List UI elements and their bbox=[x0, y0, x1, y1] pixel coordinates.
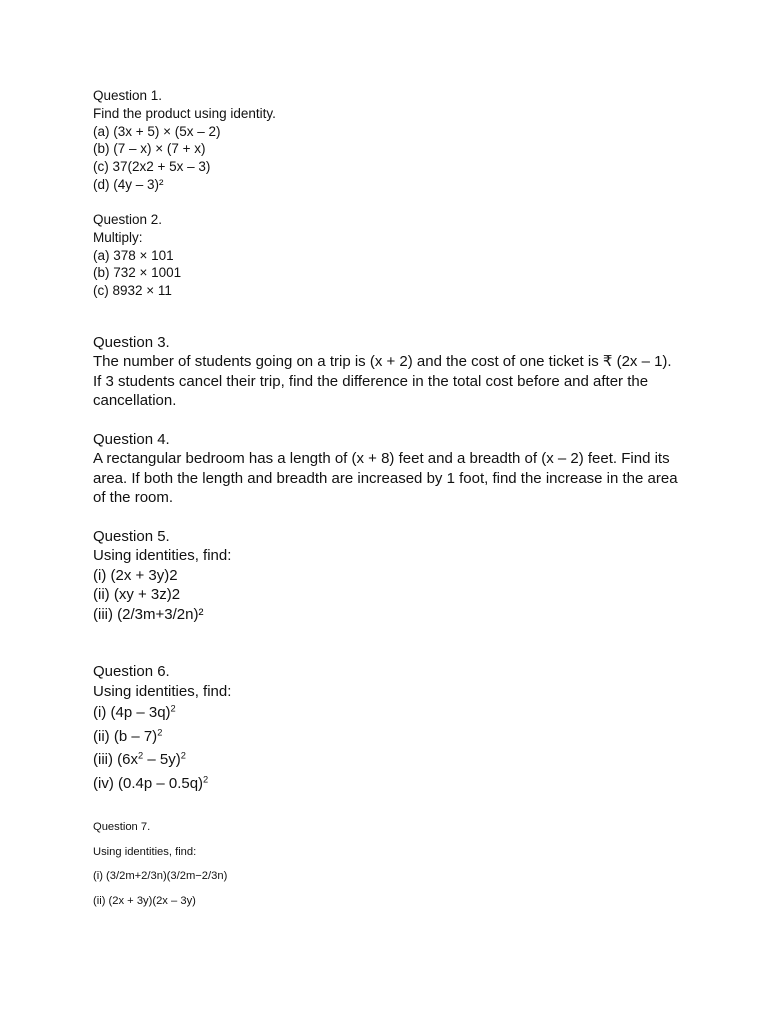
question-7-title: Question 7. bbox=[93, 821, 151, 833]
question-1-item-c: (c) 37(2x2 + 5x – 3) bbox=[93, 159, 211, 175]
question-5-instruction: Using identities, find: bbox=[93, 547, 232, 565]
question-2-item-c: (c) 8932 × 11 bbox=[93, 283, 172, 299]
question-6-instruction: Using identities, find: bbox=[93, 682, 232, 700]
question-6 bbox=[93, 662, 683, 795]
question-6-item-iii-prefix: (iii) (6x bbox=[93, 751, 138, 769]
question-6-item-iv-exponent: 2 bbox=[203, 774, 209, 785]
question-7-item-i: (i) (3/2m+2/3n)(3/2m−2/3n) bbox=[93, 870, 228, 883]
question-6-item-ii-base: (ii) (b – 7) bbox=[93, 727, 158, 745]
question-4 bbox=[93, 430, 683, 508]
question-6-item-i-exponent: 2 bbox=[170, 703, 176, 714]
question-2 bbox=[93, 211, 683, 300]
question-6-item-i-base: (i) (4p – 3q) bbox=[93, 704, 171, 721]
question-6-item-ii bbox=[93, 725, 683, 749]
question-6-item-iii-exponent: 2 bbox=[180, 750, 186, 761]
question-1-title: Question 1. bbox=[93, 88, 163, 103]
question-5-item-i: (i) (2x + 3y)2 bbox=[93, 566, 178, 584]
question-6-item-iii-middle: – 5y) bbox=[143, 751, 181, 769]
question-1-item-d: (d) (4y – 3)² bbox=[93, 176, 164, 192]
question-7-instruction: Using identities, find: bbox=[93, 845, 197, 858]
question-6-item-ii-exponent: 2 bbox=[157, 727, 163, 738]
question-5-item-ii: (ii) (xy + 3z)2 bbox=[93, 586, 181, 604]
question-6-item-i bbox=[93, 701, 683, 725]
question-3-text: The number of students going on a trip is (x + 2) and the cost of one ticket is ₹ (2x – 1). If 3 students cancel their trip, find the difference in the total cost before and after the cancellation. bbox=[93, 353, 672, 410]
question-2-item-b: (b) 732 × 1001 bbox=[93, 265, 182, 281]
question-3 bbox=[93, 333, 683, 411]
question-1 bbox=[93, 87, 683, 194]
question-5-title: Question 5. bbox=[93, 528, 170, 545]
question-2-instruction: Multiply: bbox=[93, 229, 143, 245]
question-5-item-iii: (iii) (2/3m+3/2n)² bbox=[93, 605, 204, 623]
question-3-title: Question 3. bbox=[93, 334, 170, 351]
question-4-title: Question 4. bbox=[93, 431, 170, 448]
question-1-instruction: Find the product using identity. bbox=[93, 105, 276, 121]
question-2-item-a: (a) 378 × 101 bbox=[93, 247, 174, 263]
question-7-item-ii: (ii) (2x + 3y)(2x – 3y) bbox=[93, 894, 196, 907]
question-1-item-b: (b) (7 – x) × (7 + x) bbox=[93, 141, 206, 157]
question-4-text: A rectangular bedroom has a length of (x + 8) feet and a breadth of (x – 2) feet. Find its area. If both the length and breadth are increased by 1 foot, find the increase in the area of the room. bbox=[93, 450, 678, 507]
question-6-item-iii-inner-exponent: 2 bbox=[138, 750, 144, 761]
question-5 bbox=[93, 527, 683, 624]
question-6-item-iv bbox=[93, 772, 683, 796]
question-6-item-iii bbox=[93, 748, 683, 772]
question-6-item-iv-base: (iv) (0.4p – 0.5q) bbox=[93, 774, 204, 792]
question-2-title: Question 2. bbox=[93, 212, 163, 227]
question-6-title: Question 6. bbox=[93, 663, 170, 680]
question-1-item-a: (a) (3x + 5) × (5x – 2) bbox=[93, 123, 221, 139]
question-7 bbox=[93, 815, 683, 913]
